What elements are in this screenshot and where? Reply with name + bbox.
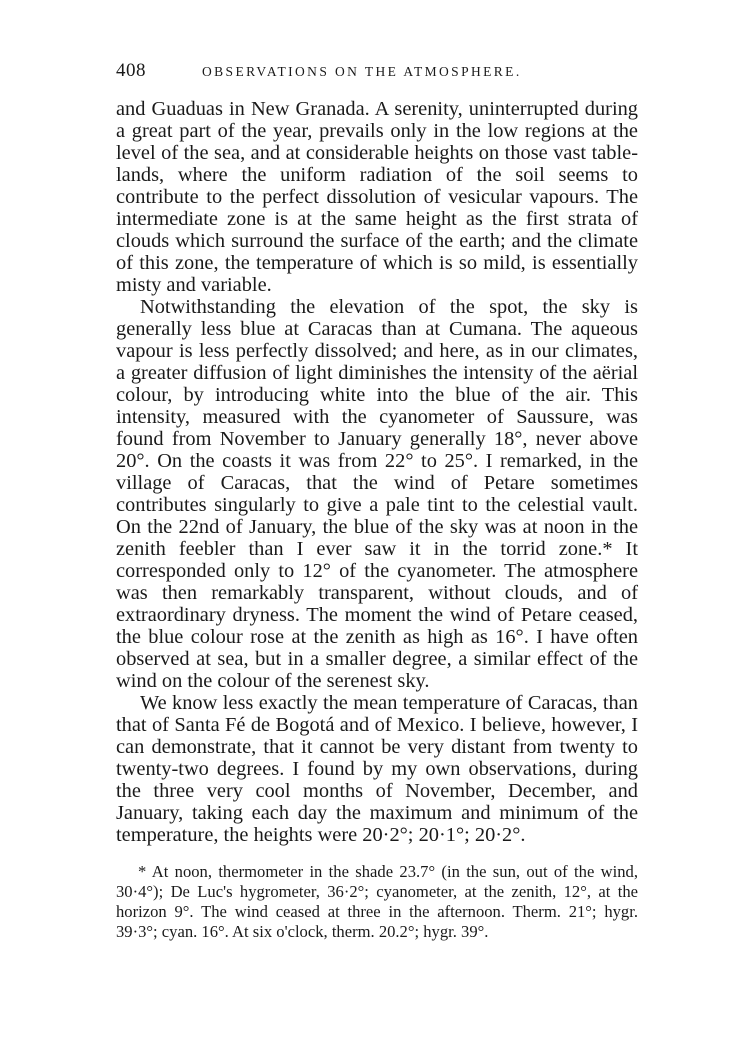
- page-header: [116, 60, 638, 90]
- book-page: [116, 60, 638, 959]
- footnote: * At noon, thermometer in the shade 23.7° (in the sun, out of the wind, 30·4°); De Luc's hygrometer, 36·2°; cyanometer, at the zenith, 12°, at the horizon 9°. The wind ceased at three in the afternoon. Therm. 21°; hygr. 39·3°; cyan. 16°. At six o'clock, therm. 20.2°; hygr. 39°.: [116, 862, 638, 941]
- page-number: 408: [116, 60, 146, 81]
- paragraph-sky-colour: Notwithstanding the elevation of the spot, the sky is generally less blue at Caracas than at Cumana. The aqueous vapour is less perfectly dissolved; and here, as in our climates, a greater diffusion of light diminishes the intensity of the aërial colour, by introducing white into the blue of the air. This intensity, measured with the cyanometer of Saussure, was found from November to January generally 18°, never above 20°. On the coasts it was from 22° to 25°. I remarked, in the village of Caracas, that the wind of Petare sometimes contributes singularly to give a pale tint to the celestial vault. On the 22nd of January, the blue of the sky was at noon in the zenith feebler than I ever saw it in the torrid zone.* It corresponded only to 12° of the cyanometer. The atmosphere was then remarkably transparent, without clouds, and of extraordinary dryness. The moment the wind of Petare ceased, the blue colour rose at the zenith as high as 16°. I have often observed at sea, but in a smaller degree, a similar effect of the wind on the colour of the serenest sky.: [116, 296, 638, 692]
- body-text: [116, 98, 638, 846]
- paragraph-continued: and Guaduas in New Granada. A serenity, uninterrupted during a great part of the year, prevails only in the low regions at the level of the sea, and at considerable heights on those vast table-lands, where the uniform radiation of the soil seems to contribute to the perfect dissolution of vesicular vapours. The intermediate zone is at the same height as the first strata of clouds which surround the surface of the earth; and the climate of this zone, the temperature of which is so mild, is essentially misty and variable.: [116, 98, 638, 296]
- running-head: OBSERVATIONS ON THE ATMOSPHERE.: [202, 64, 522, 79]
- paragraph-mean-temperature: We know less exactly the mean temperature of Caracas, than that of Santa Fé de Bogotá and of Mexico. I believe, however, I can demonstrate, that it cannot be very distant from twenty to twenty-two degrees. I found by my own observations, during the three very cool months of November, December, and January, taking each day the maximum and minimum of the temperature, the heights were 20·2°; 20·1°; 20·2°.: [116, 692, 638, 846]
